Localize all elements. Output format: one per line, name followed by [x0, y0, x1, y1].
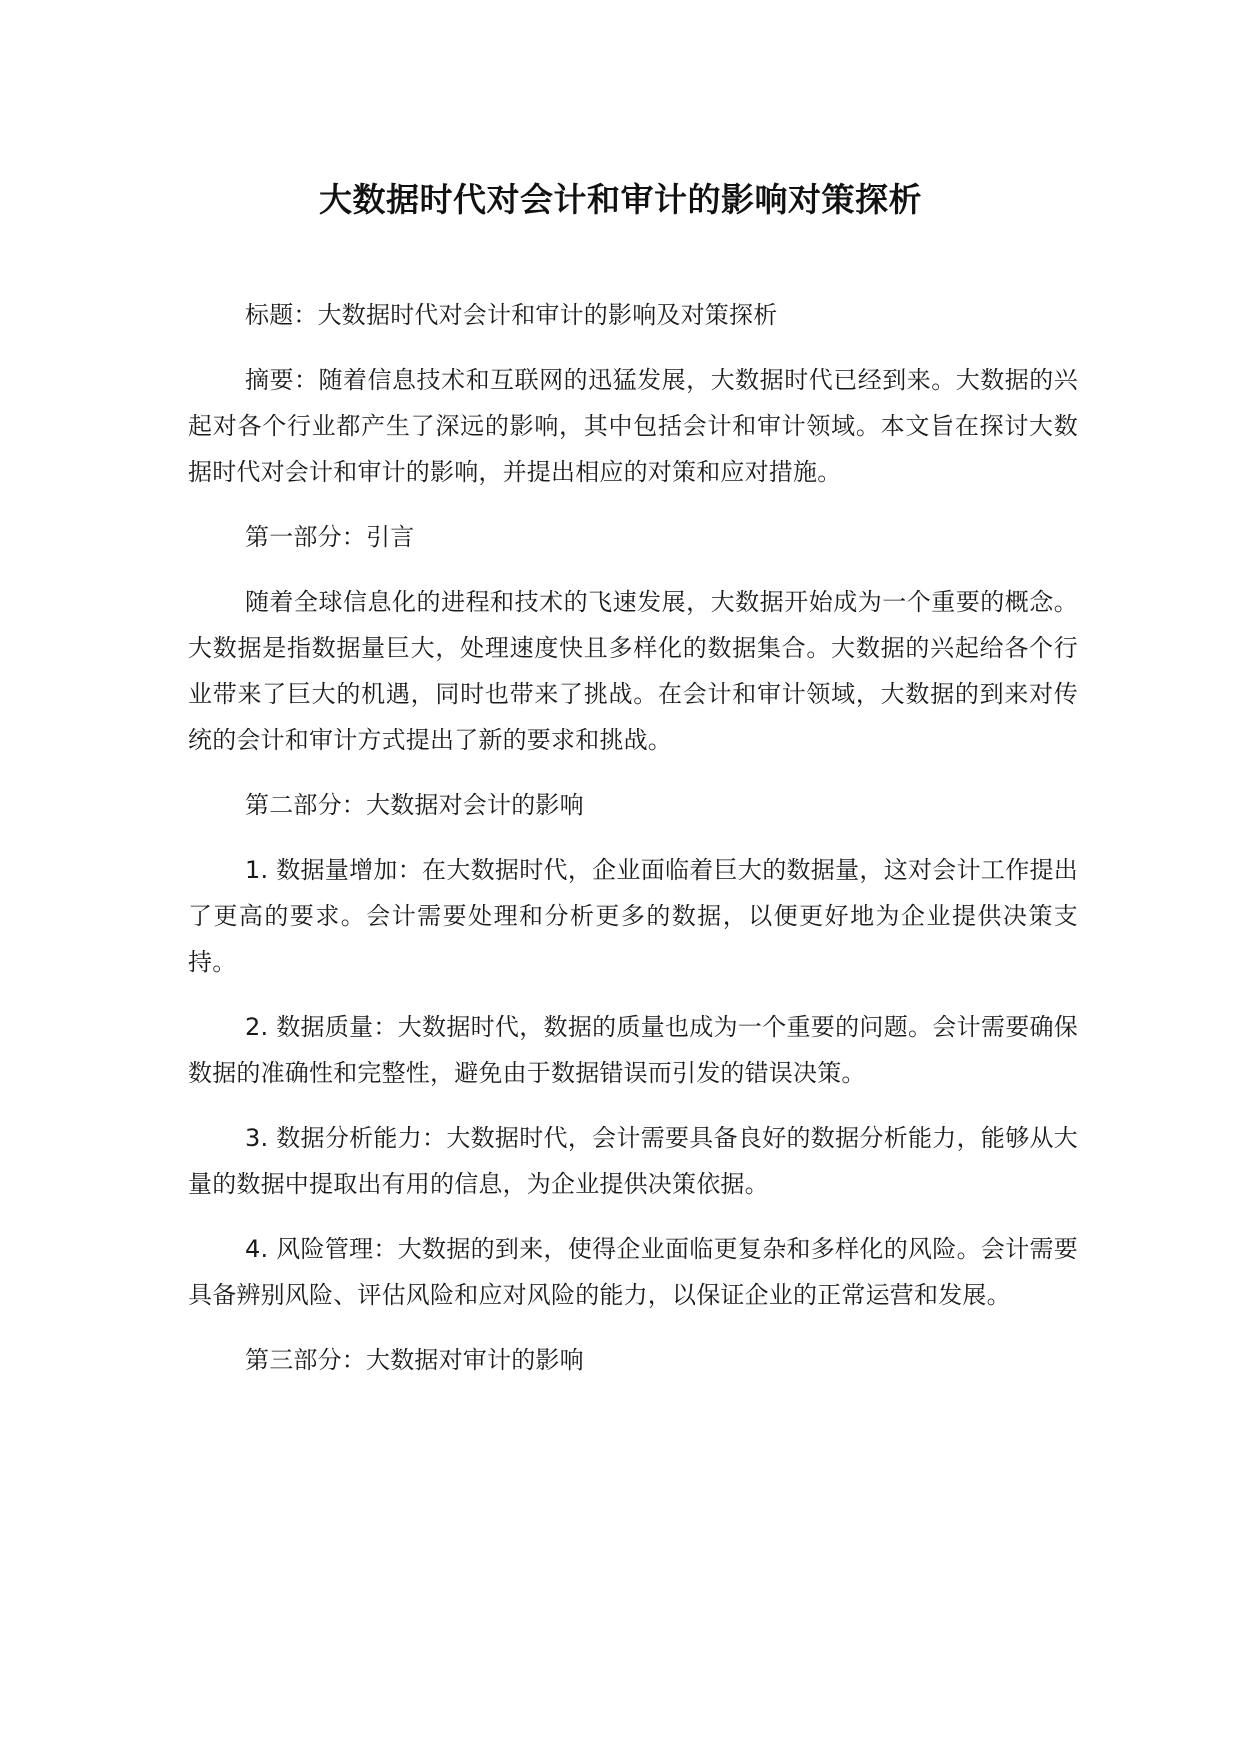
abstract-paragraph: 摘要：随着信息技术和互联网的迅猛发展，大数据时代已经到来。大数据的兴起对各个行业都产生了深远的影响，其中包括会计和审计领域。本文旨在探讨大数据时代对会计和审计的影响，并提出相应的对策和应对措施。: [188, 366, 1078, 486]
intro-paragraph: 随着全球信息化的进程和技术的飞速发展，大数据开始成为一个重要的概念。大数据是指数据量巨大，处理速度快且多样化的数据集合。大数据的兴起给各个行业带来了巨大的机遇，同时也带来了挑战。在会计和审计领域，大数据的到来对传统的会计和审计方式提出了新的要求和挑战。: [188, 588, 1078, 754]
section-heading-audit: 第三部分：大数据对审计的影响: [245, 1346, 584, 1374]
document-body: [188, 292, 1078, 1402]
list-item: 3. 数据分析能力：大数据时代，会计需要具备良好的数据分析能力，能够从大量的数据中提取出有用的信息，为企业提供决策依据。: [188, 1124, 1078, 1198]
section-heading-accounting: 第二部分：大数据对会计的影响: [245, 791, 584, 819]
document-title: 大数据时代对会计和审计的影响对策探析: [319, 180, 922, 219]
list-item: 2. 数据质量：大数据时代，数据的质量也成为一个重要的问题。会计需要确保数据的准确性和完整性，避免由于数据错误而引发的错误决策。: [188, 1013, 1078, 1087]
subtitle-paragraph: 标题：大数据时代对会计和审计的影响及对策探析: [245, 301, 778, 329]
section-heading-intro: 第一部分：引言: [245, 523, 415, 551]
list-item: 1. 数据量增加：在大数据时代，企业面临着巨大的数据量，这对会计工作提出了更高的要求。会计需要处理和分析更多的数据，以便更好地为企业提供决策支持。: [188, 856, 1078, 976]
list-item: 4. 风险管理：大数据的到来，使得企业面临更复杂和多样化的风险。会计需要具备辨别风险、评估风险和应对风险的能力，以保证企业的正常运营和发展。: [188, 1235, 1078, 1309]
